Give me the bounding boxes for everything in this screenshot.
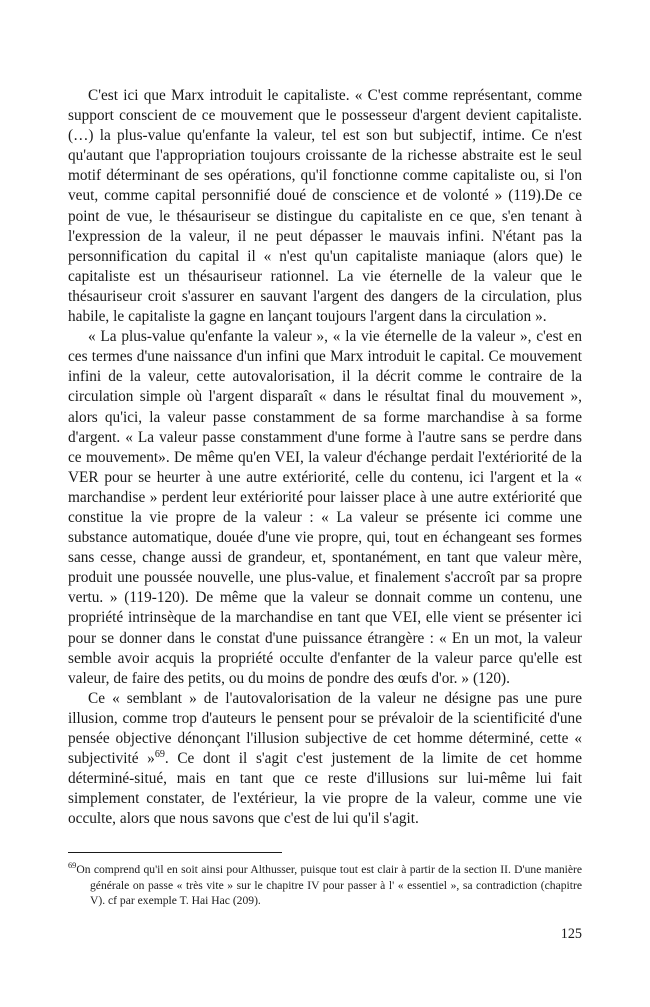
footnote-separator-rule — [68, 852, 282, 853]
paragraph-3-text-before-footnote-reference: Ce « semblant » de l'autovalorisation de la valeur ne désigne pas une pure illusion, comme trop d'auteurs le pensent pour se prévaloir de la scientificité d'une pensée objective dénonçant l'illusion subjective de cet homme déterminé, cette « subjectivité » — [68, 689, 582, 768]
page-number: 125 — [560, 926, 582, 942]
paragraph-3-text-after-footnote-reference: . Ce dont il s'agit c'est justement de la limite de cet homme déterminé-situé, mais en tant que ce reste d'illusions sur lui-même lui fait simplement constater, de l'extérieur, la vie propre de la valeur, comme une vie occulte, alors que nous savons que c'est de lui qu'il s'agit. — [68, 750, 582, 828]
body-paragraph-2: « La plus-value qu'enfante la valeur », « la vie éternelle de la valeur », c'est en ces termes d'une naissance d'un infini que Marx introduit le capital. Ce mouvement infini de la valeur, cette autovalorisation, il la décrit comme le contraire de la circulation simple où l'argent disparaît « dans le résultat final du mouvement », alors qu'ici, la valeur passe constamment de sa forme marchandise à sa forme d'argent. « La valeur passe constamment d'une forme à l'autre sans se perdre dans ce mouvement». De même qu'en VEI, la valeur d'échange perdait l'extériorité de la VER pour se heurter à une autre extériorité, celle du contenu, ici l'argent et la « marchandise » perdent leur extériorité pour laisser place à une autre extériorité que constitue la vie propre de la valeur : « La valeur se présente ici comme une substance automatique, douée d'une vie propre, qui, tout en échangeant ses formes sans cesse, change aussi de grandeur, et, spontanément, en tant que valeur mère, produit une poussée nouvelle, une plus-value, et finalement s'accroît par sa propre vertu. » (119-120). De même que la valeur se donnait comme un contenu, une propriété intrinsèque de la marchandise en tant que VEI, elle vient se présenter ici pour se donner dans le constat d'une puissance étrangère : « En un mot, la valeur semble avoir acquis la propriété occulte d'enfanter de la valeur parce qu'elle est valeur, de faire des petits, ou du moins de pondre des œufs d'or. » (120). — [68, 328, 582, 687]
body-paragraph-1: C'est ici que Marx introduit le capitaliste. « C'est comme représentant, comme support conscient de ce mouvement que le possesseur d'argent devient capitaliste.(…) la plus-value qu'enfante la valeur, tel est son but subjectif, intime. Ce n'est qu'autant que l'appropriation toujours croissante de la richesse abstraite est le seul motif déterminant de ses opérations, qu'il fonctionne comme capitaliste ou, si l'on veut, comme capital personnifié doué de conscience et de volonté » (119).De ce point de vue, le thésauriseur se distingue du capitaliste en ce que, s'en tenant à l'expression de la valeur, il ne peut dépasser le mauvais infini. N'étant pas la personnification du capital il « n'est qu'un capitaliste maniaque (alors que) le capitaliste est un thésauriseur rationnel. La vie éternelle de la valeur que le thésauriseur croit s'assurer en sauvant l'argent des dangers de la circulation, plus habile, le capitaliste la gagne en lançant toujours l'argent dans la circulation ». — [68, 87, 582, 326]
body-text-block — [68, 86, 582, 829]
footnote-reference-marker[interactable]: 69 — [154, 749, 165, 760]
footnote-entry-69 — [68, 862, 582, 909]
footnote-text: On comprend qu'il en soit ainsi pour Althusser, puisque tout est clair à partir de la section II. D'une manière générale on passe « très vite » sur le chapitre IV pour passer à l' « essentiel », sa contradiction (chapitre V). cf par exemple T. Hai Hac (209). — [76, 863, 582, 908]
footnote-area — [68, 852, 582, 909]
body-paragraph-3 — [68, 689, 582, 830]
footnote-number: 69 — [68, 861, 77, 871]
